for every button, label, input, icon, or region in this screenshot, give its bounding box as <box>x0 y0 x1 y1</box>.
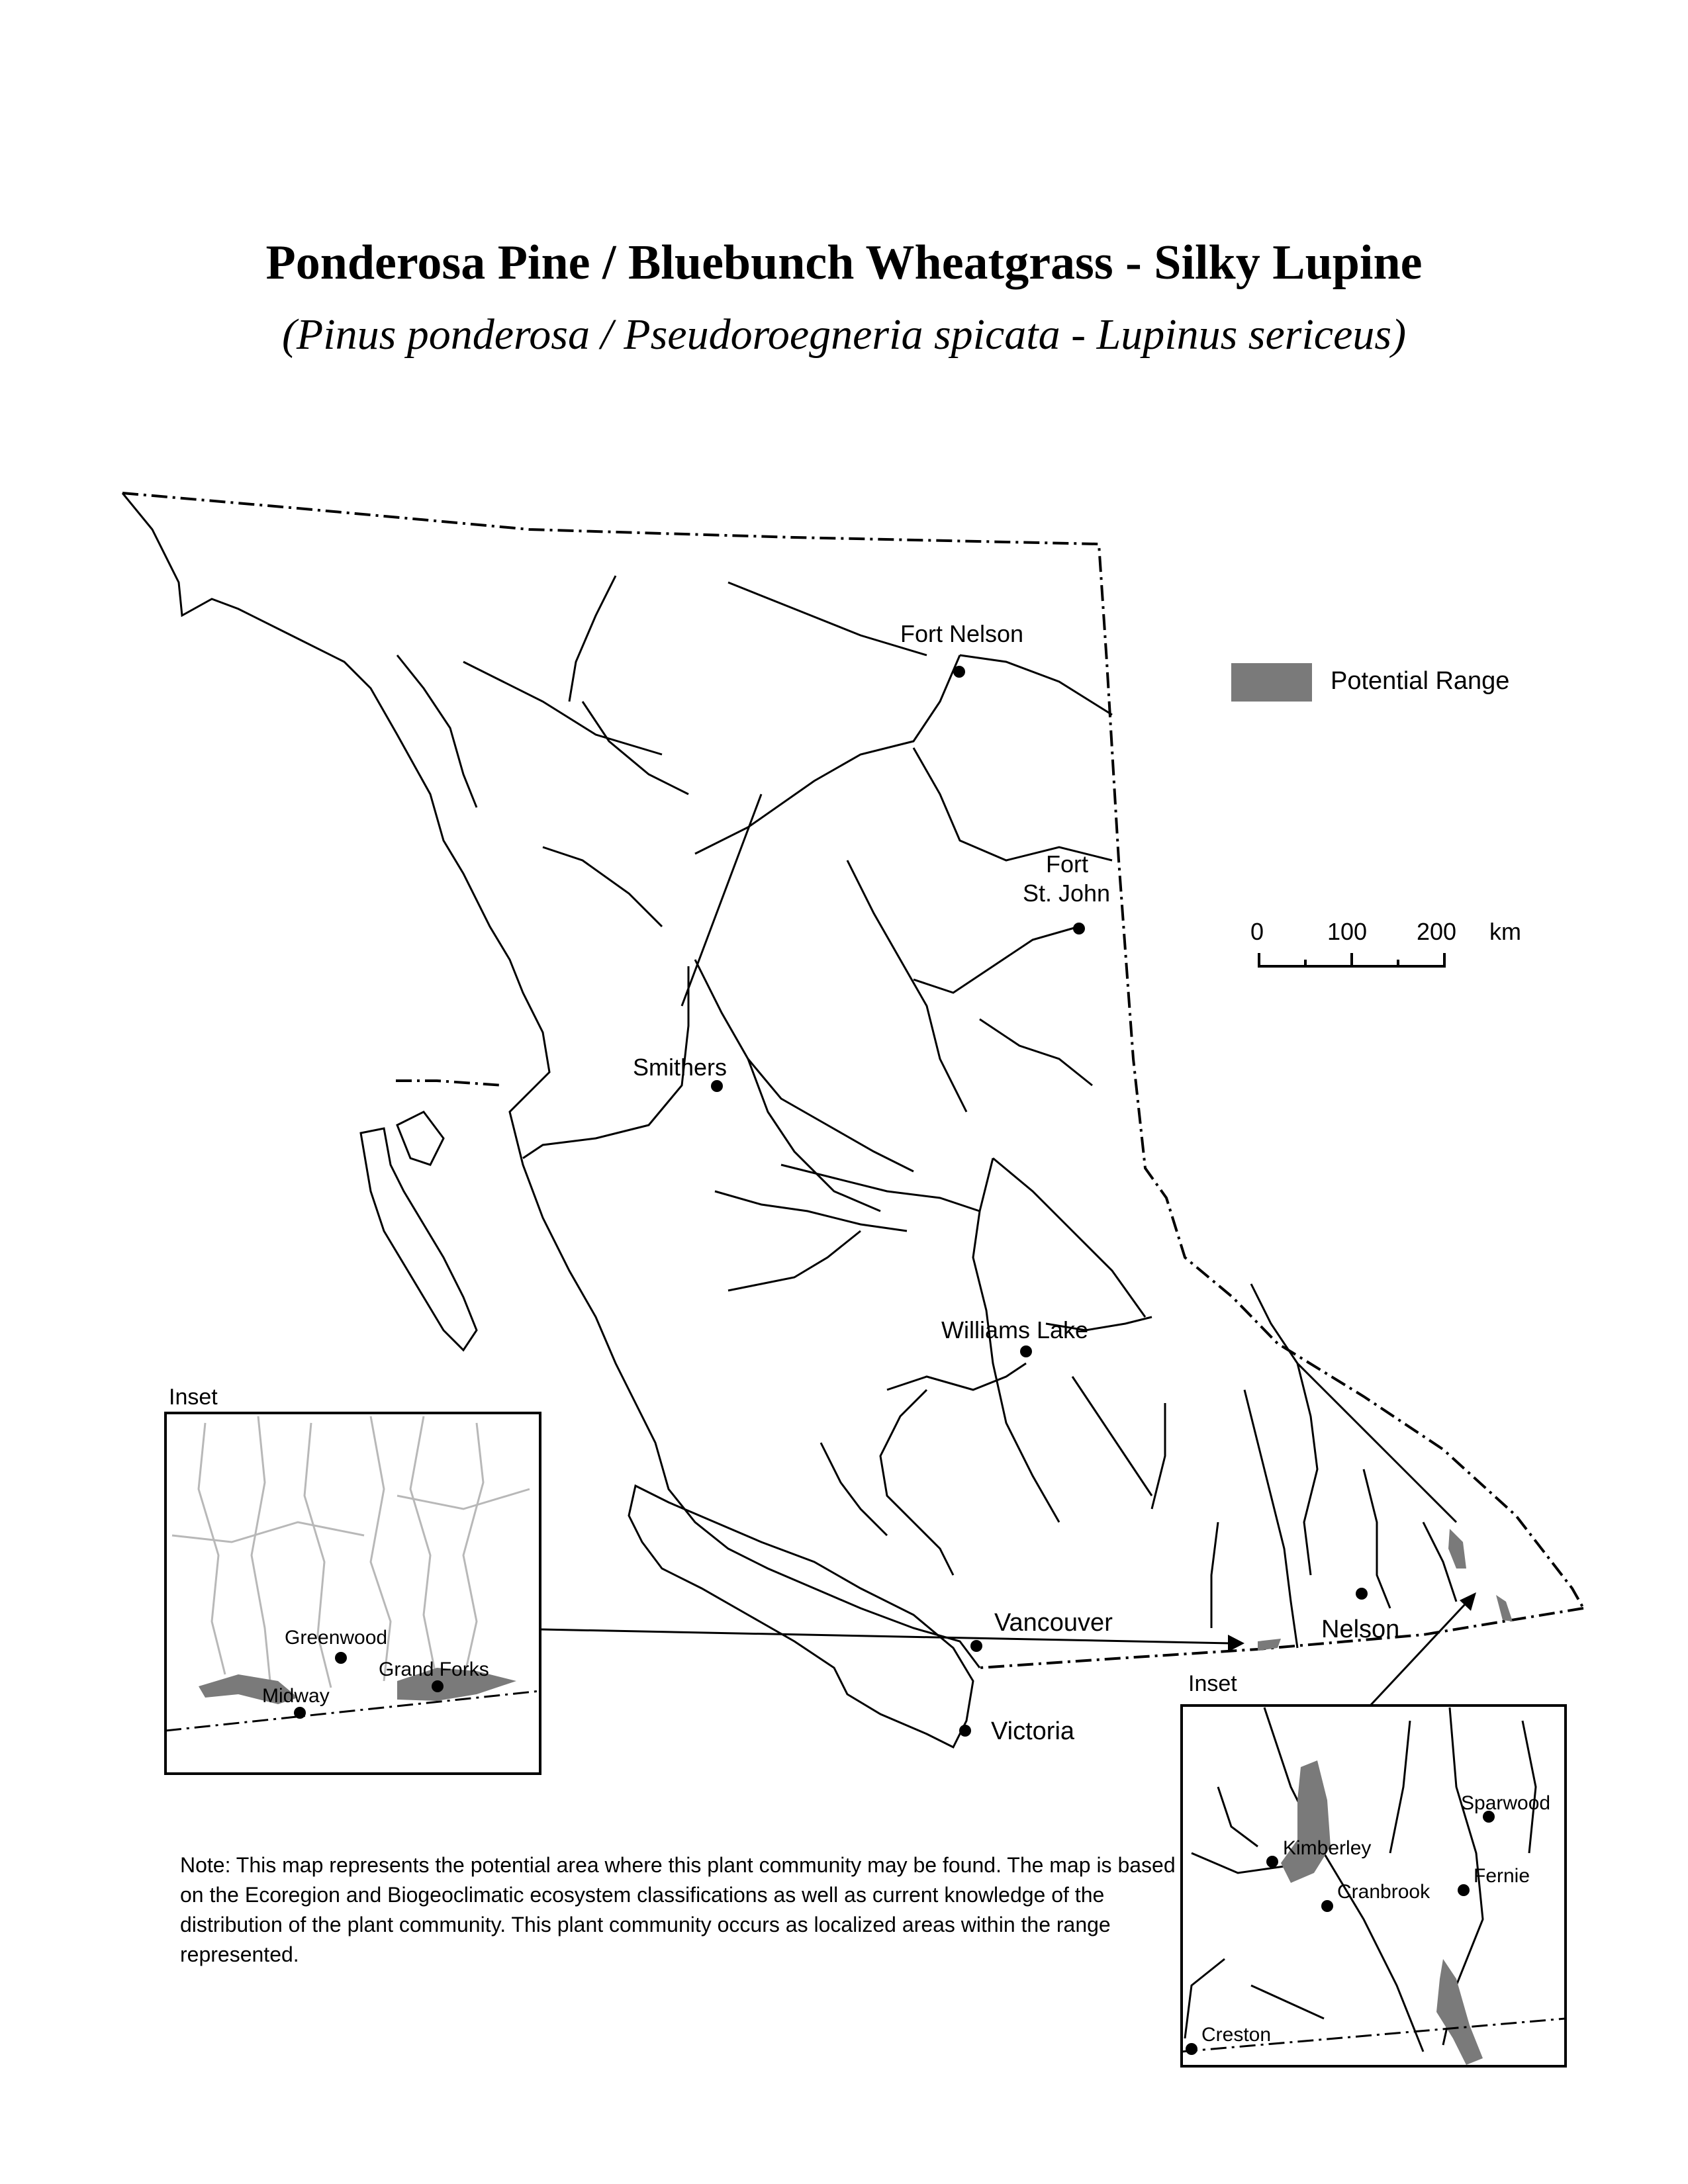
rivers <box>397 576 1456 1648</box>
haida-gwaii-north <box>397 1112 444 1165</box>
vancouver-island <box>629 1486 973 1747</box>
scale-tick-100: 100 <box>1327 918 1368 945</box>
west-inset <box>165 1385 540 1774</box>
west-inset-label: Inset <box>169 1385 218 1410</box>
label-fernie: Fernie <box>1474 1865 1530 1887</box>
scale-bar <box>1250 918 1521 966</box>
label-victoria: Victoria <box>991 1717 1075 1745</box>
label-fort-st-john-2: St. John <box>1023 880 1111 907</box>
label-fort-nelson: Fort Nelson <box>900 620 1024 647</box>
city-points <box>711 666 1368 1737</box>
label-kimberley: Kimberley <box>1283 1837 1372 1859</box>
label-fort-st-john-1: Fort <box>1046 850 1089 878</box>
legend-swatch <box>1231 663 1312 702</box>
grand-forks-marker <box>432 1680 444 1692</box>
victoria-marker <box>959 1725 971 1737</box>
map-note: Note: This map represents the potential area where this plant community may be found. The map is based on the Ecoregion and Biogeoclimatic ecosystem classifications as well as current knowledge of the distribution of the plant community. This plant community occurs as localized areas within the range represented. <box>180 1853 1176 1966</box>
label-creston: Creston <box>1201 2024 1272 2046</box>
map-subtitle: (Pinus ponderosa / Pseudoroegneria spicata - Lupinus sericeus) <box>281 310 1407 359</box>
map-title: Ponderosa Pine / Bluebunch Wheatgrass - Silky Lupine <box>265 236 1423 290</box>
arrow-to-west-inset <box>541 1629 1231 1643</box>
label-williams-lake: Williams Lake <box>941 1316 1089 1343</box>
smithers-marker <box>711 1080 723 1092</box>
scale-tick-0: 0 <box>1250 918 1264 945</box>
kimberley-marker <box>1266 1856 1278 1868</box>
label-smithers: Smithers <box>633 1054 727 1081</box>
cranbrook-marker <box>1321 1900 1333 1912</box>
east-inset-label: Inset <box>1188 1671 1237 1696</box>
label-nelson: Nelson <box>1321 1615 1400 1643</box>
east-inset <box>1182 1671 1566 2066</box>
alaska-boundary <box>396 1081 503 1085</box>
label-sparwood: Sparwood <box>1461 1792 1551 1814</box>
label-midway: Midway <box>262 1685 330 1707</box>
fernie-marker <box>1458 1884 1470 1896</box>
creston-marker <box>1186 2043 1197 2055</box>
fort-nelson-marker <box>953 666 965 678</box>
label-cranbrook: Cranbrook <box>1337 1881 1430 1903</box>
label-grand-forks: Grand Forks <box>379 1659 489 1680</box>
label-greenwood: Greenwood <box>285 1627 388 1649</box>
scale-tick-200: 200 <box>1417 918 1457 945</box>
nelson-marker <box>1356 1588 1368 1600</box>
midway-marker <box>294 1707 306 1719</box>
legend-label: Potential Range <box>1331 667 1510 695</box>
fort-st-john-marker <box>1073 923 1085 934</box>
williams-lake-marker <box>1020 1345 1032 1357</box>
greenwood-marker <box>335 1652 347 1664</box>
scale-unit: km <box>1489 918 1521 945</box>
vancouver-marker <box>970 1640 982 1652</box>
label-vancouver: Vancouver <box>994 1609 1113 1637</box>
